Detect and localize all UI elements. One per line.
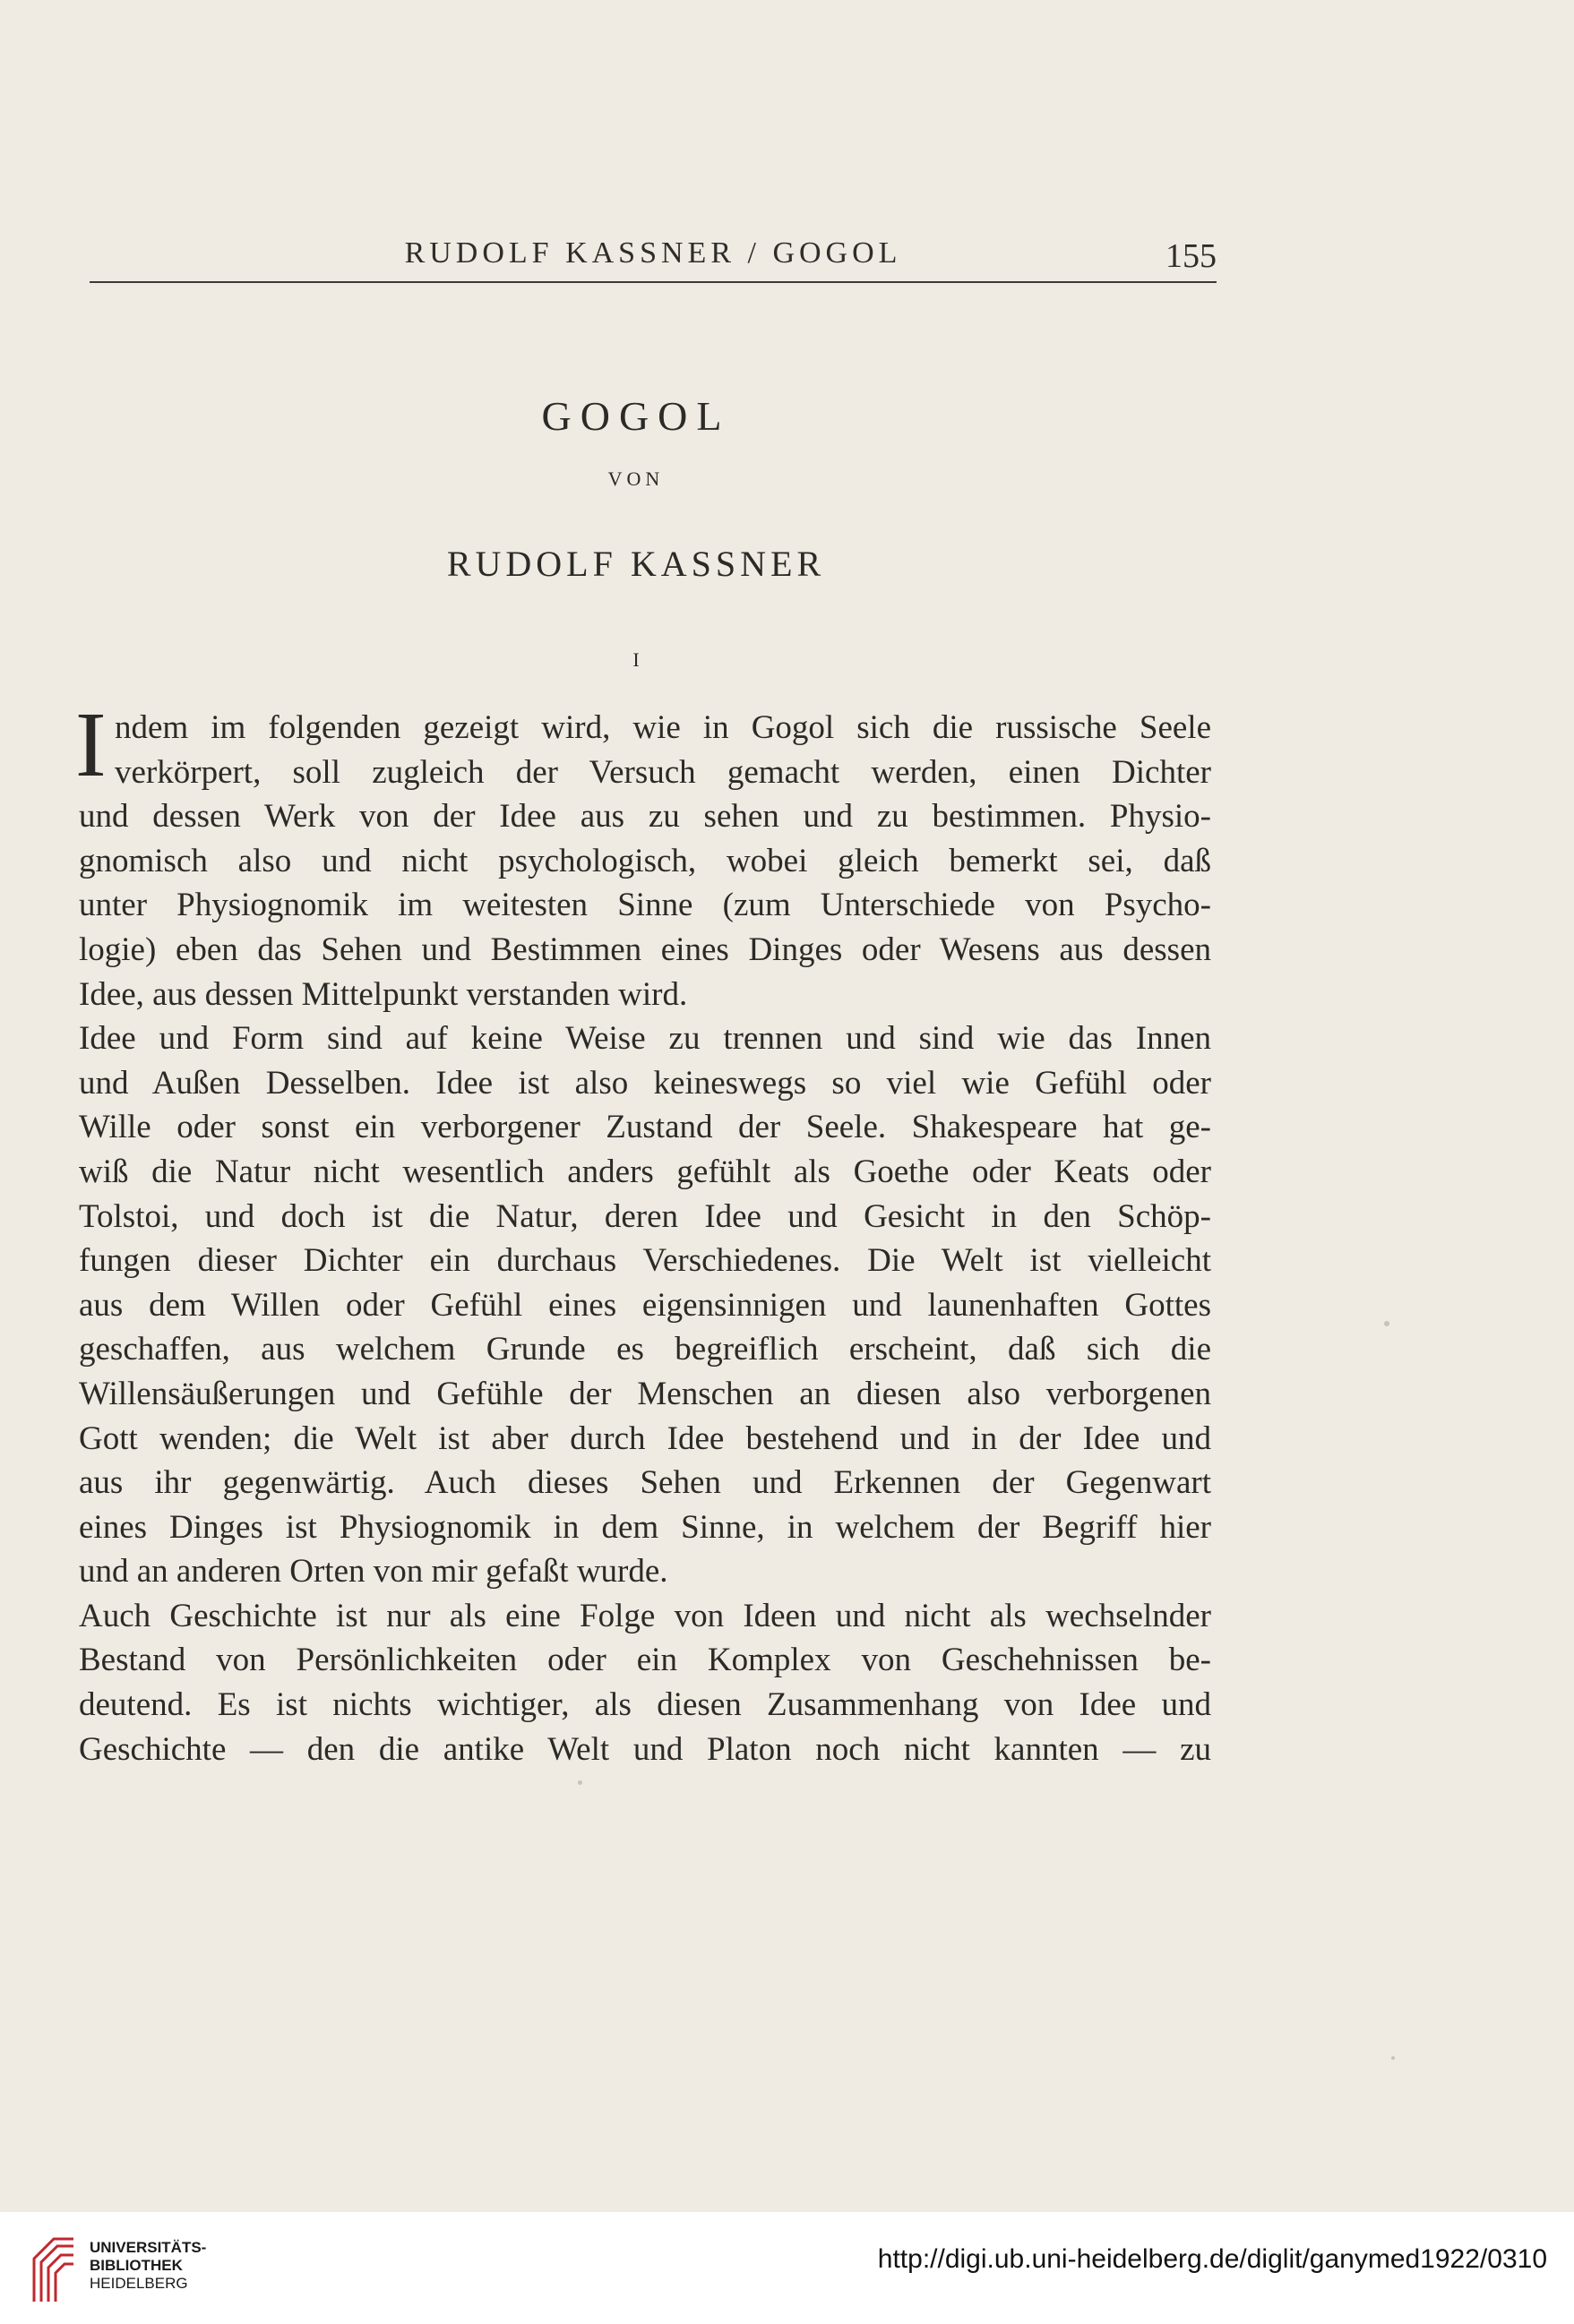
page-number: 155 (1165, 237, 1217, 275)
text-line: logie) eben das Sehen und Bestimmen eines Dinges oder Wesens aus dessen (79, 930, 1211, 968)
library-logo-icon (27, 2232, 77, 2303)
library-name (90, 2239, 206, 2293)
running-header (90, 231, 1217, 283)
text-line: fungen dieser Dichter ein durchaus Verschiedenes. Die Welt ist vielleicht (79, 1242, 1211, 1280)
drop-cap: I (75, 693, 107, 796)
text-line: und Außen Desselben. Idee ist also keineswegs so viel wie Gefühl oder (79, 1064, 1211, 1102)
text-line: deutend. Es ist nichts wichtiger, als diesen Zusammenhang von Idee und (79, 1686, 1211, 1724)
text-line: Wille oder sonst ein verborgener Zustand der Seele. Shakespeare hat ge- (79, 1109, 1211, 1146)
text-line: verkörpert, soll zugleich der Versuch gemacht werden, einen Dichter (115, 753, 1211, 791)
text-line: aus ihr gegenwärtig. Auch dieses Sehen und Erkennen der Gegenwart (79, 1464, 1211, 1502)
paper-speck (578, 1780, 582, 1785)
running-title: RUDOLF KASSNER / GOGOL (404, 236, 902, 270)
text-line: geschaffen, aus welchem Grunde es begreiflich erscheint, daß sich die (79, 1331, 1211, 1368)
text-line: aus dem Willen oder Gefühl eines eigensinnigen und launenhaften Gottes (79, 1286, 1211, 1324)
text-line: unter Physiognomik im weitesten Sinne (zum Unterschiede von Psycho- (79, 887, 1211, 924)
library-city: HEIDELBERG (90, 2275, 188, 2292)
library-name-line-1: UNIVERSITÄTS- (90, 2239, 207, 2256)
paragraph-3 (79, 1594, 1211, 1771)
paragraph-2 (79, 1016, 1211, 1594)
text-line: Auch Geschichte ist nur als eine Folge von Ideen und nicht als wechselnder (79, 1597, 1211, 1634)
body-text (75, 693, 1211, 1771)
library-name-line-2: BIBLIOTHEK (90, 2257, 183, 2274)
text-line: ndem im folgenden gezeigt wird, wie in Gogol sich die russische Seele (115, 709, 1211, 746)
text-line: Idee, aus dessen Mittelpunkt verstanden wird. (79, 975, 688, 1013)
text-line: Tolstoi, und doch ist die Natur, deren Idee und Gesicht in den Schöp- (79, 1197, 1211, 1235)
article-title: GOGOL (541, 393, 731, 439)
text-line: Bestand von Persönlichkeiten oder ein Komplex von Geschehnissen be- (79, 1642, 1211, 1679)
text-line: Idee und Form sind auf keine Weise zu trennen und sind wie das Innen (79, 1020, 1211, 1058)
text-line: Geschichte — den die antike Welt und Platon noch nicht kannten — zu (79, 1730, 1211, 1768)
paragraph-1 (79, 706, 1211, 1016)
byline-von: VON (607, 467, 665, 490)
paper-speck (1384, 1321, 1389, 1326)
digitization-footer (0, 2212, 1574, 2324)
text-line: und dessen Werk von der Idee aus zu sehen und zu bestimmen. Physio- (79, 798, 1211, 836)
text-line: Gott wenden; die Welt ist aber durch Idee bestehend und in der Idee und (79, 1419, 1211, 1457)
text-line: gnomisch also und nicht psychologisch, wobei gleich bemerkt sei, daß (79, 842, 1211, 879)
permalink-url[interactable]: http://digi.ub.uni-heidelberg.de/diglit/ganymed1922/0310 (877, 2244, 1547, 2274)
text-line: wiß die Natur nicht wesentlich anders gefühlt als Goethe oder Keats oder (79, 1153, 1211, 1190)
text-line: Willensäußerungen und Gefühle der Menschen an diesen also verborgenen (79, 1375, 1211, 1412)
section-number: I (632, 648, 640, 671)
logo-strokes (34, 2239, 73, 2302)
author-name: RUDOLF KASSNER (446, 544, 826, 584)
text-line: eines Dinges ist Physiognomik in dem Sinne, in welchem der Begriff hier (79, 1508, 1211, 1546)
text-line: und an anderen Orten von mir gefaßt wurde. (79, 1553, 668, 1591)
paper-speck (1391, 2056, 1395, 2060)
